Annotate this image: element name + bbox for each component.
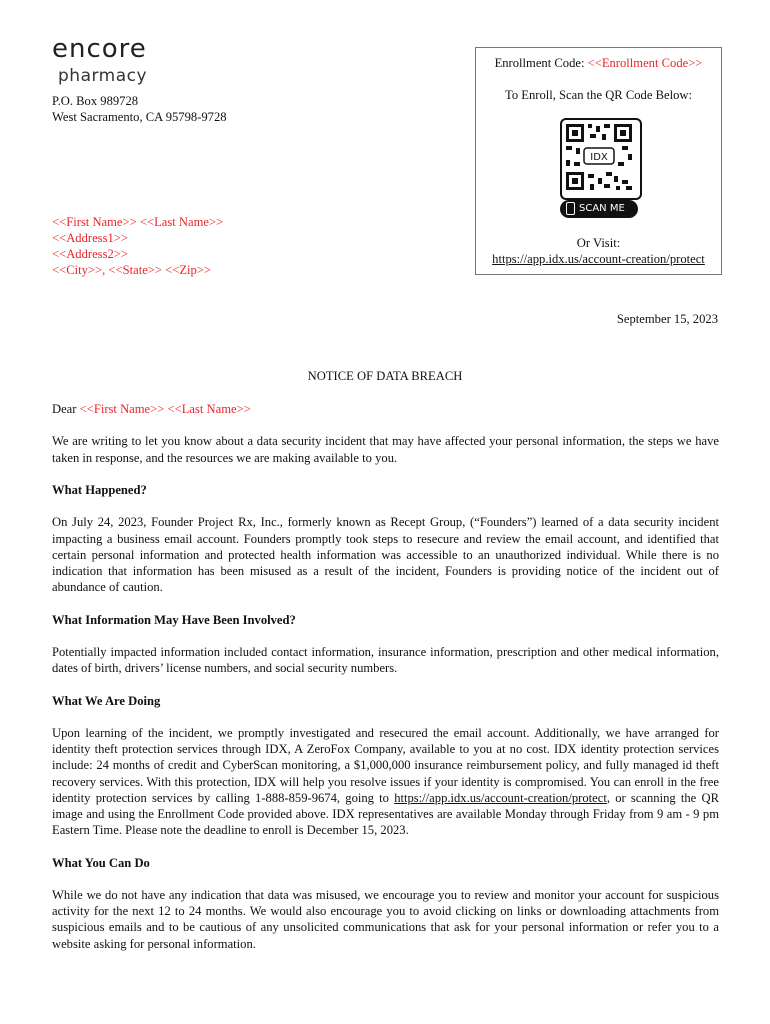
visit-label: Or Visit:	[576, 236, 621, 250]
return-address	[52, 93, 227, 125]
logo-subtitle: pharmacy	[58, 66, 148, 86]
paragraph-what-you-can-do: While we do not have any indication that data was misused, we encourage you to review and monitor your account for suspicious activity for the next 12 to 24 months. We would also encourage you to avoid clicking on links or downloading attachments from suspicious emails and to be cautious of any unsolicited communications that ask for your personal information or refer you to a website asking for personal information.	[52, 887, 719, 951]
salutation-prefix: Dear	[52, 402, 80, 416]
enrollment-code-label: Enrollment Code:	[494, 56, 588, 70]
paragraph-what-we-are-doing	[52, 725, 719, 838]
doing-text-2: , or scanning the QR image and using the Enrollment Code provided above. IDX representatives are available Monday through Friday from 9 am - 9 pm Eastern Time. Please note the deadline to enroll is December 15, 2023.	[52, 790, 719, 838]
paragraph-information-involved: Potentially impacted information included contact information, insurance information, prescription and other medical information, dates of birth, drivers’ license numbers, and social security numbers.	[52, 644, 719, 676]
return-address-line-2: West Sacramento, CA 95798-9728	[52, 110, 227, 124]
intro-paragraph: We are writing to let you know about a data security incident that may have affected your personal information, the steps we have taken in response, and the resources we are making available to you.	[52, 434, 719, 465]
heading-what-we-are-doing: What We Are Doing	[52, 693, 161, 708]
recipient-address1: <<Address1>>	[52, 231, 128, 245]
recipient-name: <<First Name>> <<Last Name>>	[52, 215, 224, 229]
enroll-link[interactable]: https://app.idx.us/account-creation/protect	[394, 790, 607, 805]
recipient-address	[52, 214, 223, 278]
enrollment-code-line	[476, 56, 721, 71]
qr-pattern	[562, 120, 636, 194]
paragraph-what-happened: On July 24, 2023, Founder Project Rx, Inc., formerly known as Recept Group, (“Founders”) learned of a data security incident impacting a business email account. Founders promptly took steps to resecure and review the email account, and identified that certain personal information and protected health information was accessible to an unauthorized individual. While there is no indication that information has been misused as a result of the incident, Founders is providing notice of the incident out of abundance of caution.	[52, 515, 719, 595]
recipient-address2: <<Address2>>	[52, 247, 128, 261]
letter-title: NOTICE OF DATA BREACH	[307, 369, 463, 383]
encore-logo	[52, 36, 147, 62]
salutation	[52, 401, 719, 417]
logo-brand: encore	[52, 34, 147, 64]
visit-link[interactable]: https://app.idx.us/account-creation/protect	[492, 252, 705, 266]
doing-text-1: Upon learning of the incident, we promptly investigated and resecured the email account. Additionally, we have arranged for identity theft protection services through IDX, A ZeroFox Company, available to you at no cost. IDX identity protection services include: 24 months of credit and CyberScan monitoring, a $1,000,000 insurance reimbursement policy, and fully managed id theft recovery services. With this protection, IDX will help you resolve issues if your identity is compromised. You can enroll in the free identity protection services by calling 1-888-859-9674, going to	[52, 725, 719, 805]
scan-me-label: SCAN ME	[579, 203, 625, 214]
heading-information-involved: What Information May Have Been Involved?	[52, 612, 296, 627]
heading-what-happened: What Happened?	[52, 482, 147, 497]
return-address-line-1: P.O. Box 989728	[52, 94, 139, 108]
letter-date: September 15, 2023	[616, 312, 718, 326]
qr-code[interactable]	[560, 118, 642, 200]
recipient-city-state-zip: <<City>>, <<State>> <<Zip>>	[52, 263, 212, 277]
salutation-name: <<First Name>> <<Last Name>>	[79, 402, 251, 416]
letter-body	[52, 401, 719, 968]
qr-label: IDX	[590, 152, 608, 163]
heading-what-you-can-do: What You Can Do	[52, 855, 150, 870]
enrollment-box	[475, 47, 722, 275]
scan-instruction: To Enroll, Scan the QR Code Below:	[505, 88, 692, 102]
scan-me-button[interactable]	[560, 200, 638, 218]
enrollment-code-value: <<Enrollment Code>>	[587, 56, 703, 70]
phone-icon	[566, 202, 575, 215]
